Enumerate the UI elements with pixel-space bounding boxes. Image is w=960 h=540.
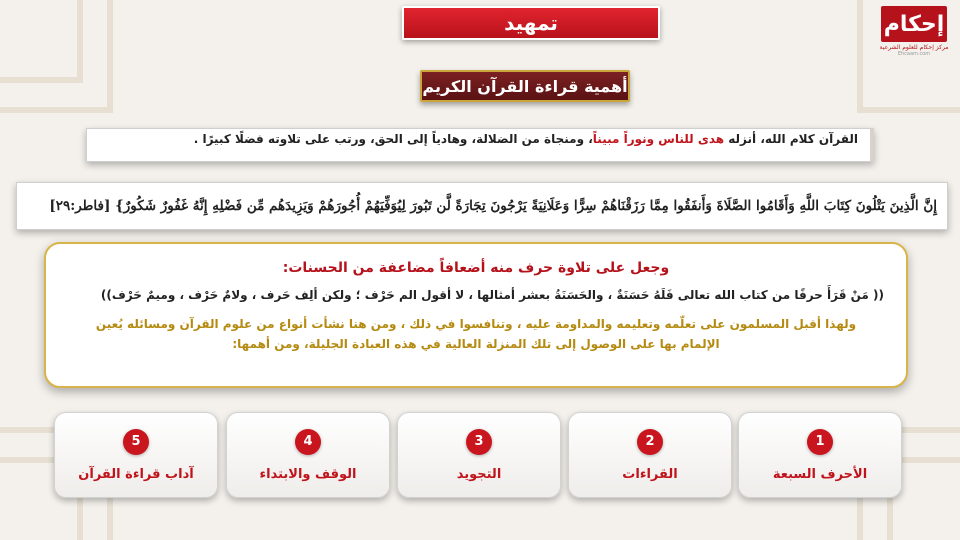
card-body: [68, 314, 884, 354]
topic-label: الأحرف السبعة: [772, 466, 868, 482]
virtues-card: [44, 242, 908, 388]
intro-panel: [86, 128, 874, 162]
topic-label: آداب قراءة القرآن: [78, 466, 194, 482]
logo-subtitle: مركز إحكام للعلوم الشرعية: [879, 44, 949, 51]
verse-panel: [16, 182, 948, 230]
topic-tile-recitation-etiquette[interactable]: [54, 412, 218, 498]
intro-line-1: [99, 133, 858, 146]
topic-tile-tajweed[interactable]: [397, 412, 561, 498]
topic-tile-qiraat[interactable]: [568, 412, 732, 498]
topic-label: التجويد: [456, 466, 502, 482]
topic-number-badge: 1: [807, 429, 833, 455]
hadith-text: (( مَنْ قَرَأَ حرفًا من كتاب الله تعالى فَلَهُ حَسَنَةٌ ، والحَسَنَةُ بعشر أمثالها ، لا أقول الم حَرْف ؛ ولكن ألِف حَرف ، ولامٌ حَرْف ، وميمٌ حَرْف)): [100, 288, 884, 302]
intro-text-b: ، ومنجاة من الضلالة، وهادياً إلى الحق، ورتب على تلاوته فضلًا كبيرًا .: [193, 132, 593, 146]
card-heading: وجعل على تلاوة حرف منه أضعافاً مضاعفة من الحسنات:: [282, 260, 670, 276]
topic-label: الوقف والابتداء: [259, 466, 357, 482]
page-title-bar: [402, 6, 660, 40]
intro-highlight: هدى للناس ونوراً مبيناً: [592, 132, 725, 146]
logo-caption: Ehcaam.com: [897, 51, 931, 57]
section-subtitle: [420, 70, 630, 102]
topic-number-badge: 2: [637, 429, 663, 455]
quran-verse: إِنَّ الَّذِينَ يَتْلُونَ كِتَابَ اللَّهِ وَأَقَامُوا الصَّلَاةَ وَأَنفَقُوا مِمَّا رَزَقْنَاهُمْ سِرًّا وَعَلَانِيَةً يَرْجُونَ تِجَارَةً لَّن تَبُورَ لِيُوَفِّيَهُمْ أُجُورَهُمْ وَيَزِيدَهُم مِّن فَضْلِهِ إِنَّهُ غَفُورٌ شَكُورٌ} [فاطر:٢٩]: [49, 198, 937, 214]
intro-text-a: القرآن كلام الله، أنزله: [724, 132, 858, 146]
topic-tile-waqf-ibtida[interactable]: [226, 412, 390, 498]
page-title: تمهيد: [504, 11, 558, 35]
card-body-line-1: ولهذا أقبل المسلمون على تعلّمه وتعليمه والمداومة عليه ، وتنافسوا في ذلك ، ومن هنا نشأت أنواع من علوم القرآن ومسائله يُعين: [95, 317, 857, 331]
topic-number-badge: 3: [466, 429, 492, 455]
section-subtitle-text: أهمية قراءة القرآن الكريم: [422, 76, 628, 96]
topic-number-badge: 5: [123, 429, 149, 455]
topic-tile-seven-letters[interactable]: [738, 412, 902, 498]
card-body-line-2: الإلمام بها على الوصول إلى تلك المنزلة العالية في هذه العبادة الجليلة، ومن أهمها:: [232, 337, 720, 351]
logo-mark: إحكام: [881, 6, 947, 42]
topic-label: القراءات: [622, 466, 678, 482]
topic-number-badge: 4: [295, 429, 321, 455]
brand-logo: [876, 6, 952, 62]
